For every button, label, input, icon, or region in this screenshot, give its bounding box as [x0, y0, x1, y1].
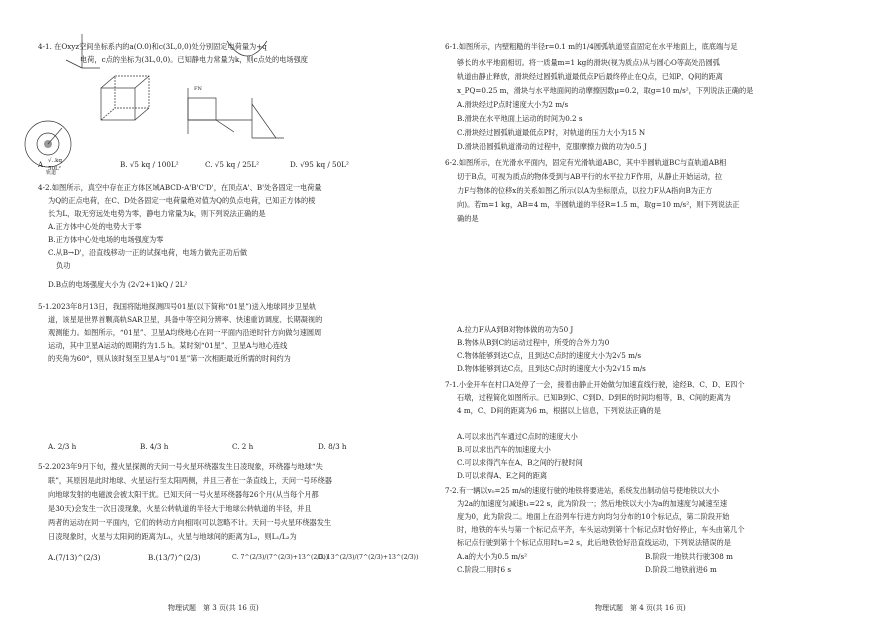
q5-2-option-c: C. 7^(2/3)/(7^(2/3)+13^(2/3)) [232, 554, 329, 561]
axes-figure [62, 30, 102, 72]
q5-2-line-6: 日凌现象时，火星与太阳间的距离为L₁，火星与地球间的距离为L₂，则L₁/L₂为 [48, 532, 297, 541]
q4-2-option-d: D.B点的电场强度大小为 (2√2+1)kQ / 2L² [48, 280, 188, 289]
q5-1-line-1: 5-1.2023年8月13日，我国将陆地探测四号01星(以下简称“01星”)送入地球同步卫星轨 [38, 302, 317, 311]
field-graph [246, 94, 286, 142]
arc-figure [222, 36, 272, 66]
q5-1-line-4: 运动，其中卫星A运动的周期约为1.5 h。某时刻“01星”、卫星A与地心连线 [48, 341, 288, 350]
q4-1-option-a-den: 50L² [48, 166, 61, 172]
q6-1-option-c: C.滑块经过圆弧轨道最低点P时，对轨道的压力大小为15 N [457, 128, 646, 137]
q5-2-line-1: 5-2.2023年9月下旬，搜火星探测的天问一号火星环绕器发生日凌现象，环绕器与地球“失 [38, 462, 323, 471]
q7-2-line-3: 度为0，此为阶段二。地面上在沿列车行进方向均匀分布的10个标记点，第二阶段开始 [457, 512, 730, 521]
q6-2-line-2: 切于B点，可视为质点的物体受到与AB平行的水平拉力F作用，从静止开始运动，拉 [457, 172, 723, 181]
q7-1-line-1: 7-1.小金开车在村口A处停了一会，接着由静止开始做匀加速直线行驶，途经B、C、D、E四个 [445, 380, 745, 389]
q7-2-option-a: A.a的大小为0.5 m/s² [457, 552, 528, 561]
q7-1-option-b: B.可以求出汽车的加速度大小 [457, 445, 551, 454]
q6-1-option-d: D.滑块沿圆弧轨道滑动的过程中，克服摩擦力做的功为0.5 J [457, 142, 647, 151]
page-right [435, 0, 870, 619]
q4-1-option-c: C. √5 kq / 25L² [205, 160, 259, 169]
q6-2-line-5: 确的是 [457, 214, 479, 223]
q4-1-option-a-label: A. [38, 160, 46, 169]
q6-1-option-b: B.滑块在水平地面上运动的时间为0.2 s [457, 114, 583, 123]
q6-2-line-3: 力F与物体的位移x的关系如图乙所示(以A为坐标原点，以拉力F从A指向B为正方 [457, 186, 713, 195]
q6-2-line-1: 6-2.如图所示，在光滑水平面内，固定有光滑轨道ABC，其中半圆轨道BC与直轨道AB相 [445, 158, 727, 167]
q5-1-option-c: C. 2 h [232, 442, 254, 451]
footer-left: 物理试题 第 3 页(共 16 页) [168, 604, 259, 612]
q4-1-line-2: 电荷，c点的坐标为(3L,0,0)。已知静电力常量为k，则c点处的电场强度 [80, 55, 308, 64]
q6-1-line-3: 轨道由静止释放，滑块经过圆弧轨道最低点P后最终停止在Q点，已知P、Q间的距离 [457, 72, 723, 81]
q4-2-option-c: C.从B→D'，沿直线移动一正的试探电荷，电场力做先正功后做 [48, 248, 248, 257]
q7-2-line-5: 标记点行驶到第十个标记点用时t₂=2 s，此后地铁恰好沿直线运动，下列说法错误的是 [457, 538, 731, 547]
q4-1-option-b: B. √5 kq / 100L² [120, 160, 179, 169]
q5-2-line-5: 两者的运动在同一平面内，它们的转动方向相同(可以忽略不计。天问一号火星环绕器发生 [48, 518, 332, 527]
q6-1-line-2: 够长的水平地面相切。将一质量m=1 kg的滑块(视为质点)从与圆心O等高处沿圆弧 [457, 58, 720, 67]
q6-2-option-d: D.物体能够到达C点，且到达C点时的速度大小为2√15 m/s [457, 364, 646, 373]
q5-1-option-d: D. 8/3 h [318, 442, 347, 451]
q5-1-line-5: 的夹角为60°，则从该时刻至卫星A与“01星”第一次相距最近所需的时间约为 [48, 354, 291, 363]
q7-2-line-1: 7-2.有一辆以v₀=25 m/s的速度行驶的地铁将要进站，系统发出制动信号使地铁以大小 [445, 486, 719, 495]
q5-2-option-b: B.(13/7)^(2/3) [148, 553, 201, 562]
q6-2-option-a: A.拉力F从A到B对物体做的功为50 J [457, 325, 574, 334]
q4-2-line-1: 4-2.如图所示，真空中存在正方体区域ABCD-A'B'C'D'，在顶点A'、B'处各固定一电荷量 [38, 183, 322, 192]
force-graph [176, 84, 256, 138]
q4-1-line-1: 4-1. 在Oxyz空间坐标系内的a(O.0)和c(3L,0,0)处分别固定电荷量为+q [38, 42, 267, 51]
q7-2-line-4: 时，地铁的车头与第一个标记点平齐，车头运动到第十个标记点时恰好停止，车头由第几个 [457, 525, 745, 534]
q7-1-line-3: 4 m，C、D间的距离为6 m，根据以上信息，下列说法正确的是 [457, 406, 661, 415]
q5-2-option-d: D. 13^(2/3)/(7^(2/3)+13^(2/3)) [318, 554, 419, 561]
q5-1-option-b: B. 4/3 h [140, 442, 169, 451]
q5-2-line-4: 是30天)会发生一次日凌现象，火星公转轨道的半径大于地球公转轨道的半径，并且 [48, 504, 312, 513]
q7-1-option-a: A.可以求出汽车通过C点时的速度大小 [457, 432, 578, 441]
q6-2-option-c: C.物体能够到达C点，且到达C点时的速度大小为2√5 m/s [457, 351, 642, 360]
q6-2-option-b: B.物体从B到C的运动过程中，所受的合外力为0 [457, 338, 610, 347]
q4-1-option-a-num: √‥kq [48, 158, 63, 164]
q5-1-line-2: 道，该星是世界首颗高轨SAR卫星，具备中等空间分辨率、快速重访调度、长期凝视的 [48, 315, 323, 324]
q6-1-line-1: 6-1.如图所示，内壁粗糙的半径r=0.1 m的1/4圆弧轨道竖直固定在水平地面上，底底端与足 [445, 42, 738, 51]
q5-2-line-2: 联”，其原因是此时地球、火星运行至太阳两侧，并且三者在一条直线上，天问一号环绕器 [48, 476, 332, 485]
q7-1-option-d: D.可以求得A、E之间的距离 [457, 471, 548, 480]
q6-1-line-4: x_PQ=0.25 m，滑块与水平地面间的动摩擦因数μ=0.2，取g=10 m/s²，下列说法正确的是 [457, 86, 754, 95]
force-graph-label: FN [194, 86, 202, 92]
q6-1-option-a: A.滑块经过P点时速度大小为2 m/s [457, 100, 569, 109]
q7-2-line-2: 为2a的加速度匀减速t₁=22 s，此为阶段一；然后地铁以大小为a的加速度匀减速至速 [457, 499, 728, 508]
q4-2-line-3: 长为L，取无穷远处电势为零，静电力常量为k，则下列说法正确的是 [48, 209, 266, 218]
q5-2-line-3: 向地球发射的电磁波会被太阳干扰。已知天问一号火星环绕器每26个月(从当每个月都 [48, 490, 319, 499]
q5-1-line-3: 观测能力。如图所示，“01星”、卫星A均绕地心在同一平面内沿逆时针方向做匀速圆周 [48, 328, 322, 337]
q5-2-option-a: A.(7/13)^(2/3) [48, 553, 101, 562]
footer-right: 物理试题 第 4 页(共 16 页) [595, 604, 686, 612]
q6-2-line-4: 向)。若m=1 kg，AB=4 m，半圆轨道的半径R=1.5 m，取g=10 m/s²，则下列说法正 [457, 200, 740, 209]
q7-1-option-c: C.可以求得汽车在A、B之间的行驶时间 [457, 458, 583, 467]
cube-figure [95, 72, 155, 124]
q7-2-option-b: B.阶段一地铁共行驶308 m [645, 552, 733, 561]
orbit-label: 轨道 [46, 170, 57, 176]
q4-2-option-a: A.正方体中心处的电势大于零 [48, 222, 142, 231]
q7-2-option-d: D.阶段二地铁前进6 m [645, 565, 717, 574]
q4-2-line-2: 为Q的正点电荷，在C、D处各固定一电荷量绝对值为Q的负点电荷，已知正方体的棱 [48, 196, 316, 205]
q4-2-option-c-cont: 负功 [56, 261, 71, 270]
q7-2-option-c: C.阶段二用时6 s [457, 565, 512, 574]
q7-1-line-2: 石墩，过程简化如图所示。已知B到C、C到D、D到E的时间均相等，B、C间的距离为 [457, 393, 731, 402]
q4-1-option-d: D. √95 kq / 50L² [290, 160, 349, 169]
q5-1-option-a: A. 2/3 h [48, 442, 77, 451]
q4-2-option-b: B.正方体中心处电场的电场强度为零 [48, 235, 164, 244]
